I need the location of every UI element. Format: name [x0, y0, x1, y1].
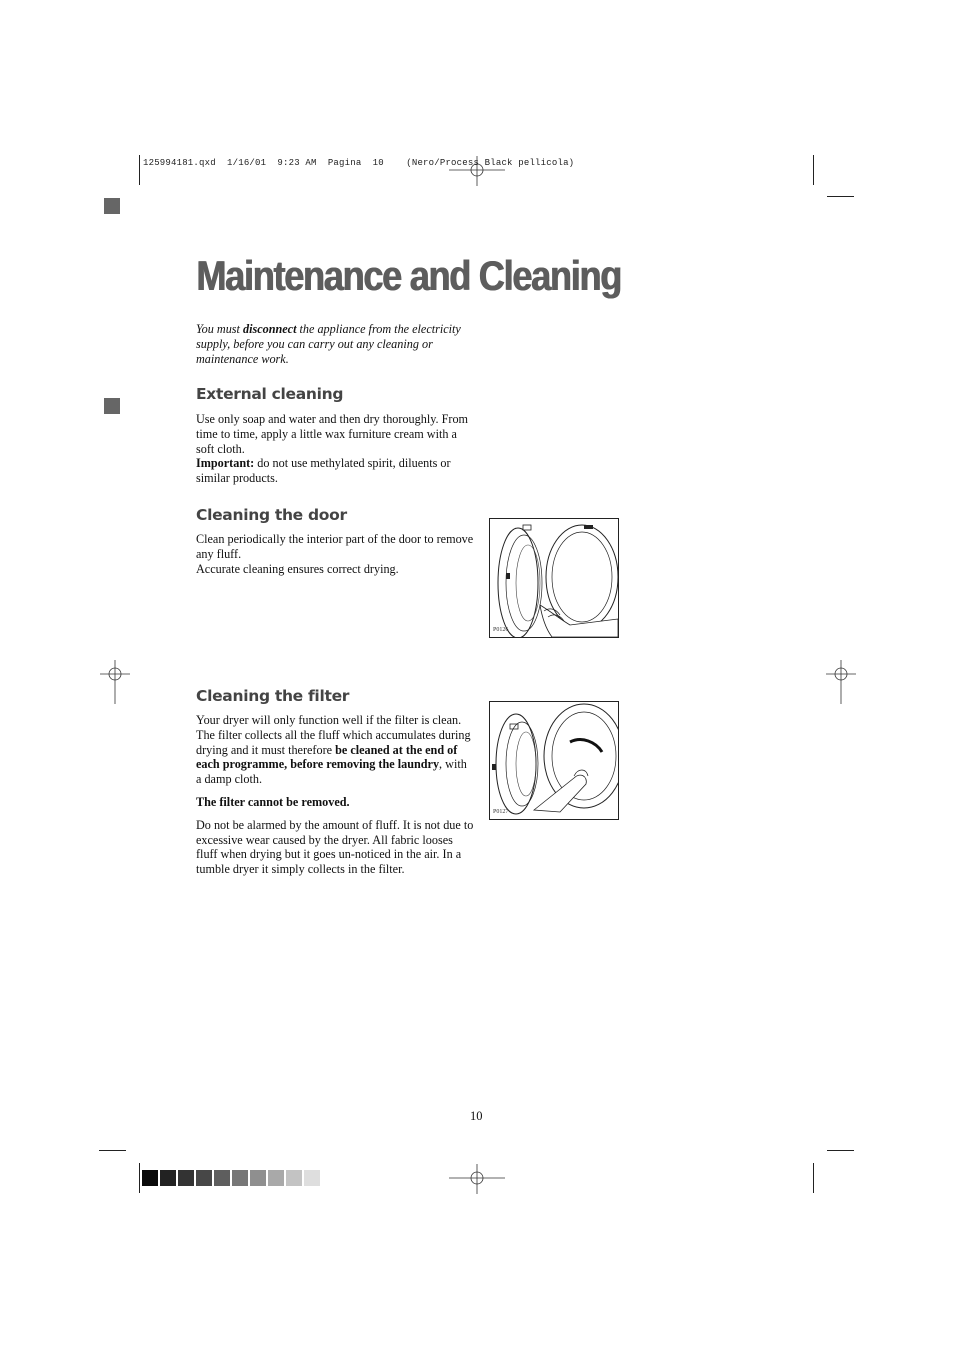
door-cleaning-text [196, 532, 474, 576]
filter-note: The filter cannot be removed. [196, 794, 350, 809]
registration-mark-bottom [449, 1164, 505, 1194]
paragraph: Clean periodically the interior part of the door to remove any fluff. [196, 532, 474, 561]
safety-warning [196, 322, 476, 367]
external-cleaning-text [196, 412, 474, 486]
margin-marker [104, 398, 120, 414]
dryer-door-drawing [490, 519, 618, 637]
warning-text: the appliance from the electricity supply, before you can carry out any cleaning or maintenance work. [196, 322, 461, 366]
margin-marker [104, 198, 120, 214]
colour-swatch [178, 1170, 194, 1186]
colour-swatch [214, 1170, 230, 1186]
heading-cleaning-door: Cleaning the door [196, 506, 347, 524]
registration-mark-right [826, 660, 856, 704]
text: Your dryer will only function well if the filter is clean. The filter collects all the fluff which accumulates during drying and it must therefore [196, 713, 471, 757]
colour-swatch [232, 1170, 248, 1186]
crop-mark [99, 1150, 126, 1151]
dryer-filter-drawing [490, 702, 618, 819]
paragraph: Accurate cleaning ensures correct drying. [196, 561, 399, 576]
filter-cleaning-text [196, 713, 474, 877]
colour-swatch [142, 1170, 158, 1186]
page-number: 10 [470, 1109, 483, 1123]
crop-mark [813, 1163, 814, 1193]
colour-swatch [160, 1170, 176, 1186]
text: , with a damp cloth. [196, 757, 467, 787]
colour-swatch [304, 1170, 320, 1186]
paragraph: Do not be alarmed by the amount of fluff. It is not due to excessive wear caused by the dryer. All fabric looses fluff when drying but it goes un-noticed in the air. In a tumble dryer it simply collects in the filter. [196, 817, 474, 877]
colour-swatch [250, 1170, 266, 1186]
warning-emphasis: disconnect [242, 322, 297, 336]
paragraph [196, 713, 474, 787]
paragraph: Use only soap and water and then dry thoroughly. From time to time, apply a little wax furniture cream with a soft cloth. [196, 412, 469, 456]
warning-text: You must [196, 322, 243, 336]
figure-code: P0127 [493, 809, 509, 815]
colour-swatch [286, 1170, 302, 1186]
colour-swatch [196, 1170, 212, 1186]
crop-mark [139, 155, 140, 185]
crop-mark [139, 1163, 140, 1193]
registration-mark-left [100, 660, 130, 704]
emphasis: be cleaned at the end of each programme, before removing the laundry [196, 742, 458, 772]
heading-external-cleaning: External cleaning [196, 385, 344, 403]
paragraph [196, 456, 474, 486]
registration-mark-top [449, 156, 505, 186]
page-title: Maintenance and Cleaning [196, 252, 621, 299]
printer-slug: 125994181.qxd 1/16/01 9:23 AM Pagina 10 (Nero/Process Black pellicola) [143, 158, 575, 168]
filter-cleaning-illustration [489, 701, 619, 820]
door-cleaning-illustration [489, 518, 619, 638]
figure-code: P0126 [493, 627, 509, 633]
important-text: do not use methylated spirit, diluents or similar products. [196, 456, 451, 486]
colour-swatch [268, 1170, 284, 1186]
important-label: Important: [196, 456, 255, 471]
paragraph [196, 795, 474, 810]
heading-cleaning-filter: Cleaning the filter [196, 687, 350, 705]
crop-mark [827, 196, 854, 197]
crop-mark [813, 155, 814, 185]
crop-mark [827, 1150, 854, 1151]
